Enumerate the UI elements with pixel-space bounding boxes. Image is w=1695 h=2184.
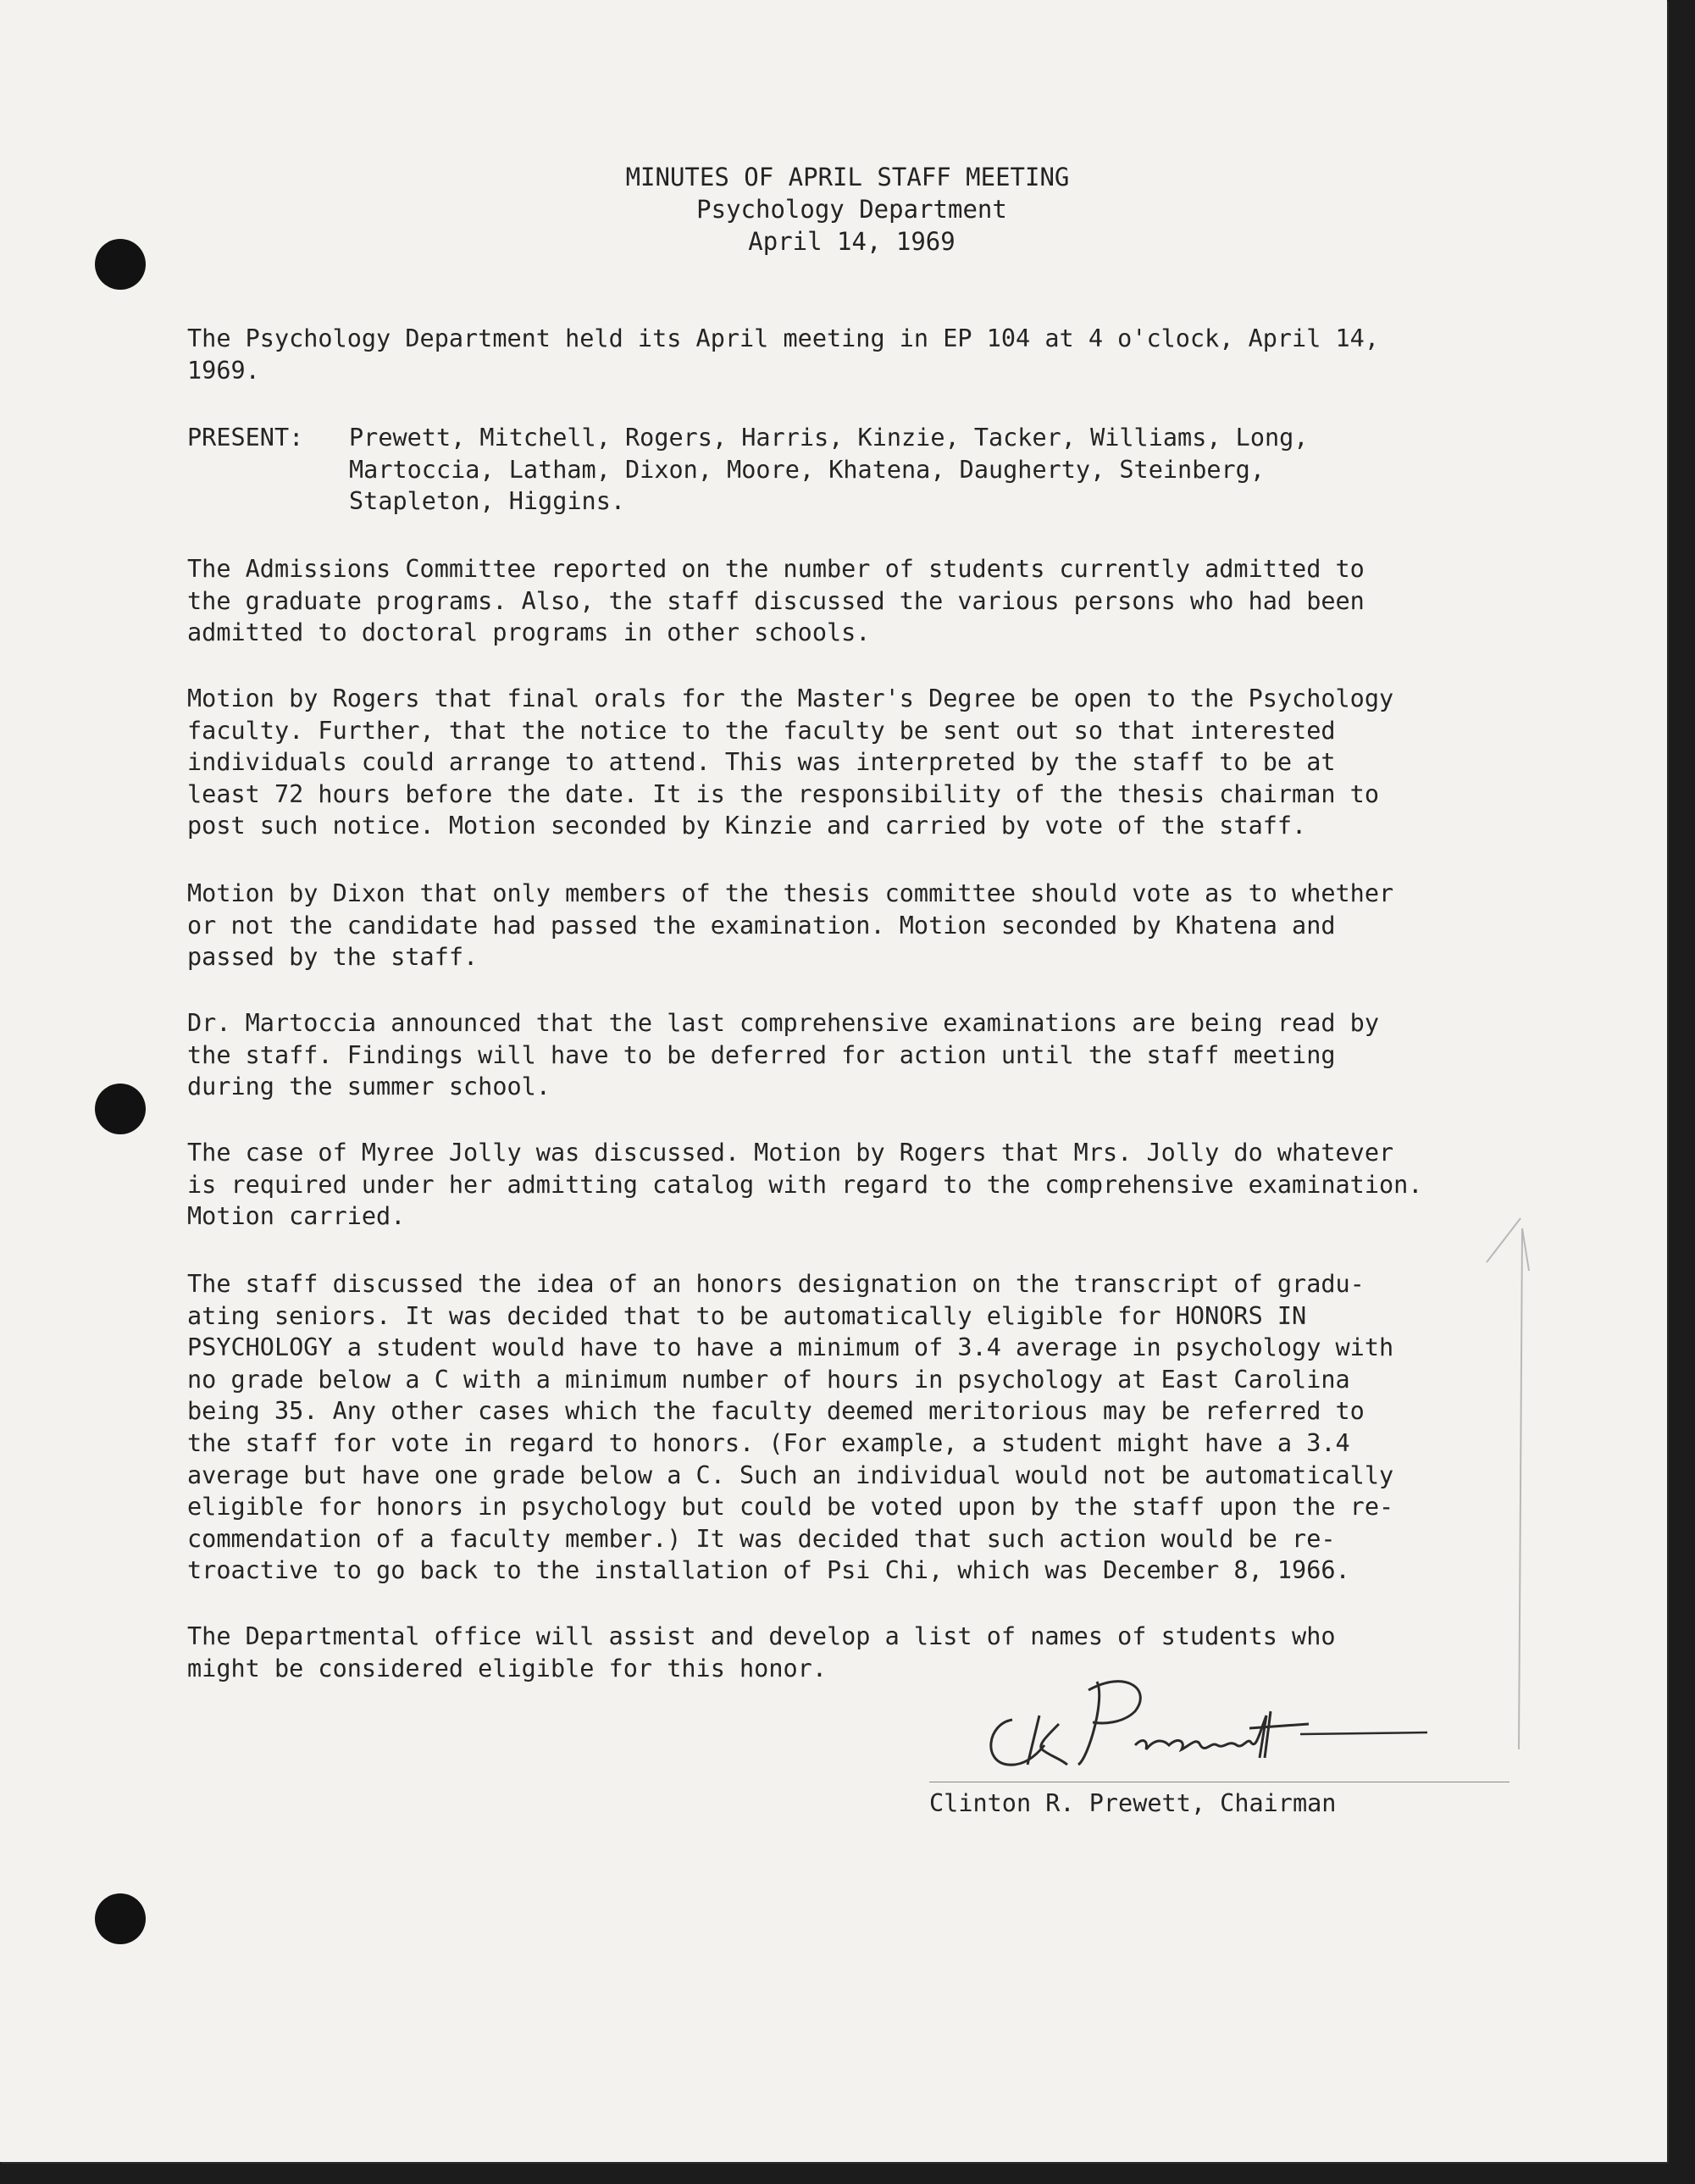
honors-paragraph: The staff discussed the idea of an honors designation on the transcript of gradu- ating seniors. It was decided that to be automatically eligible for HONORS IN PSYCHOLOGY a student would have to have a minimum of 3.4 average in psychology with no grade below a C with a minimum number of hours in psychology at East Carolina being 35. Any other cases which the faculty deemed meritorious may be referred to the staff for vote in regard to honors. (For example, a student might have a 3.4 average but have one grade below a C. Such an individual would not be automatically eligible for honors in psychology but could be voted upon by the staff upon the re- commendation of a faculty member.) It was decided that such action would be re- troactive to go back to the installation of Psi Chi, which was December 8, 1966. — [187, 1270, 1394, 1585]
present-label: PRESENT: — [187, 424, 304, 452]
martoccia-paragraph: Dr. Martoccia announced that the last comprehensive examinations are being read by the staff. Findings will have to be deferred for action until the staff meeting during the summer school. — [187, 1009, 1379, 1101]
motion-rogers-paragraph: Motion by Rogers that final orals for the Master's Degree be open to the Psychology faculty. Further, that the notice to the faculty be sent out so that interested individuals could arrange to attend. This was interpreted by the staff to be at least 72 hours before the date. It is the responsibility of the thesis chairman to post such notice. Motion seconded by Kinzie and carried by vote of the staff. — [187, 685, 1394, 840]
title-block — [0, 161, 1695, 258]
document-title: MINUTES OF APRIL STAFF MEETING — [625, 163, 1070, 191]
intro-paragraph: The Psychology Department held its April meeting in EP 104 at 4 o'clock, April 14, 1969. — [187, 324, 1379, 385]
present-names: Prewett, Mitchell, Rogers, Harris, Kinzie, Tacker, Williams, Long, Martoccia, Latham, Dixon, Moore, Khatena, Daugherty, Steinberg, Stapleton, Higgins. — [349, 424, 1309, 516]
admissions-paragraph: The Admissions Committee reported on the number of students currently admitted to the graduate programs. Also, the staff discussed the various persons who had been admitted to doctoral programs in other schools. — [187, 555, 1365, 647]
handwritten-signature — [978, 1665, 1436, 1779]
motion-dixon-paragraph: Motion by Dixon that only members of the thesis committee should vote as to whether or not the candidate had passed the examination. Motion seconded by Khatena and passed by the staff. — [187, 879, 1394, 972]
signature-caption: Clinton R. Prewett, Chairman — [929, 1789, 1337, 1817]
department-name: Psychology Department — [696, 195, 1007, 224]
pencil-arrow-mark — [1470, 1211, 1537, 1754]
meeting-date: April 14, 1969 — [748, 227, 956, 256]
binder-hole — [95, 1893, 146, 1944]
jolly-paragraph: The case of Myree Jolly was discussed. Motion by Rogers that Mrs. Jolly do whatever is required under her admitting catalog with regard to the comprehensive examination. Motion carried. — [187, 1139, 1423, 1231]
binder-hole — [95, 1084, 146, 1134]
office-paragraph: The Departmental office will assist and develop a list of names of students who might be considered eligible for this honor. — [187, 1622, 1336, 1682]
